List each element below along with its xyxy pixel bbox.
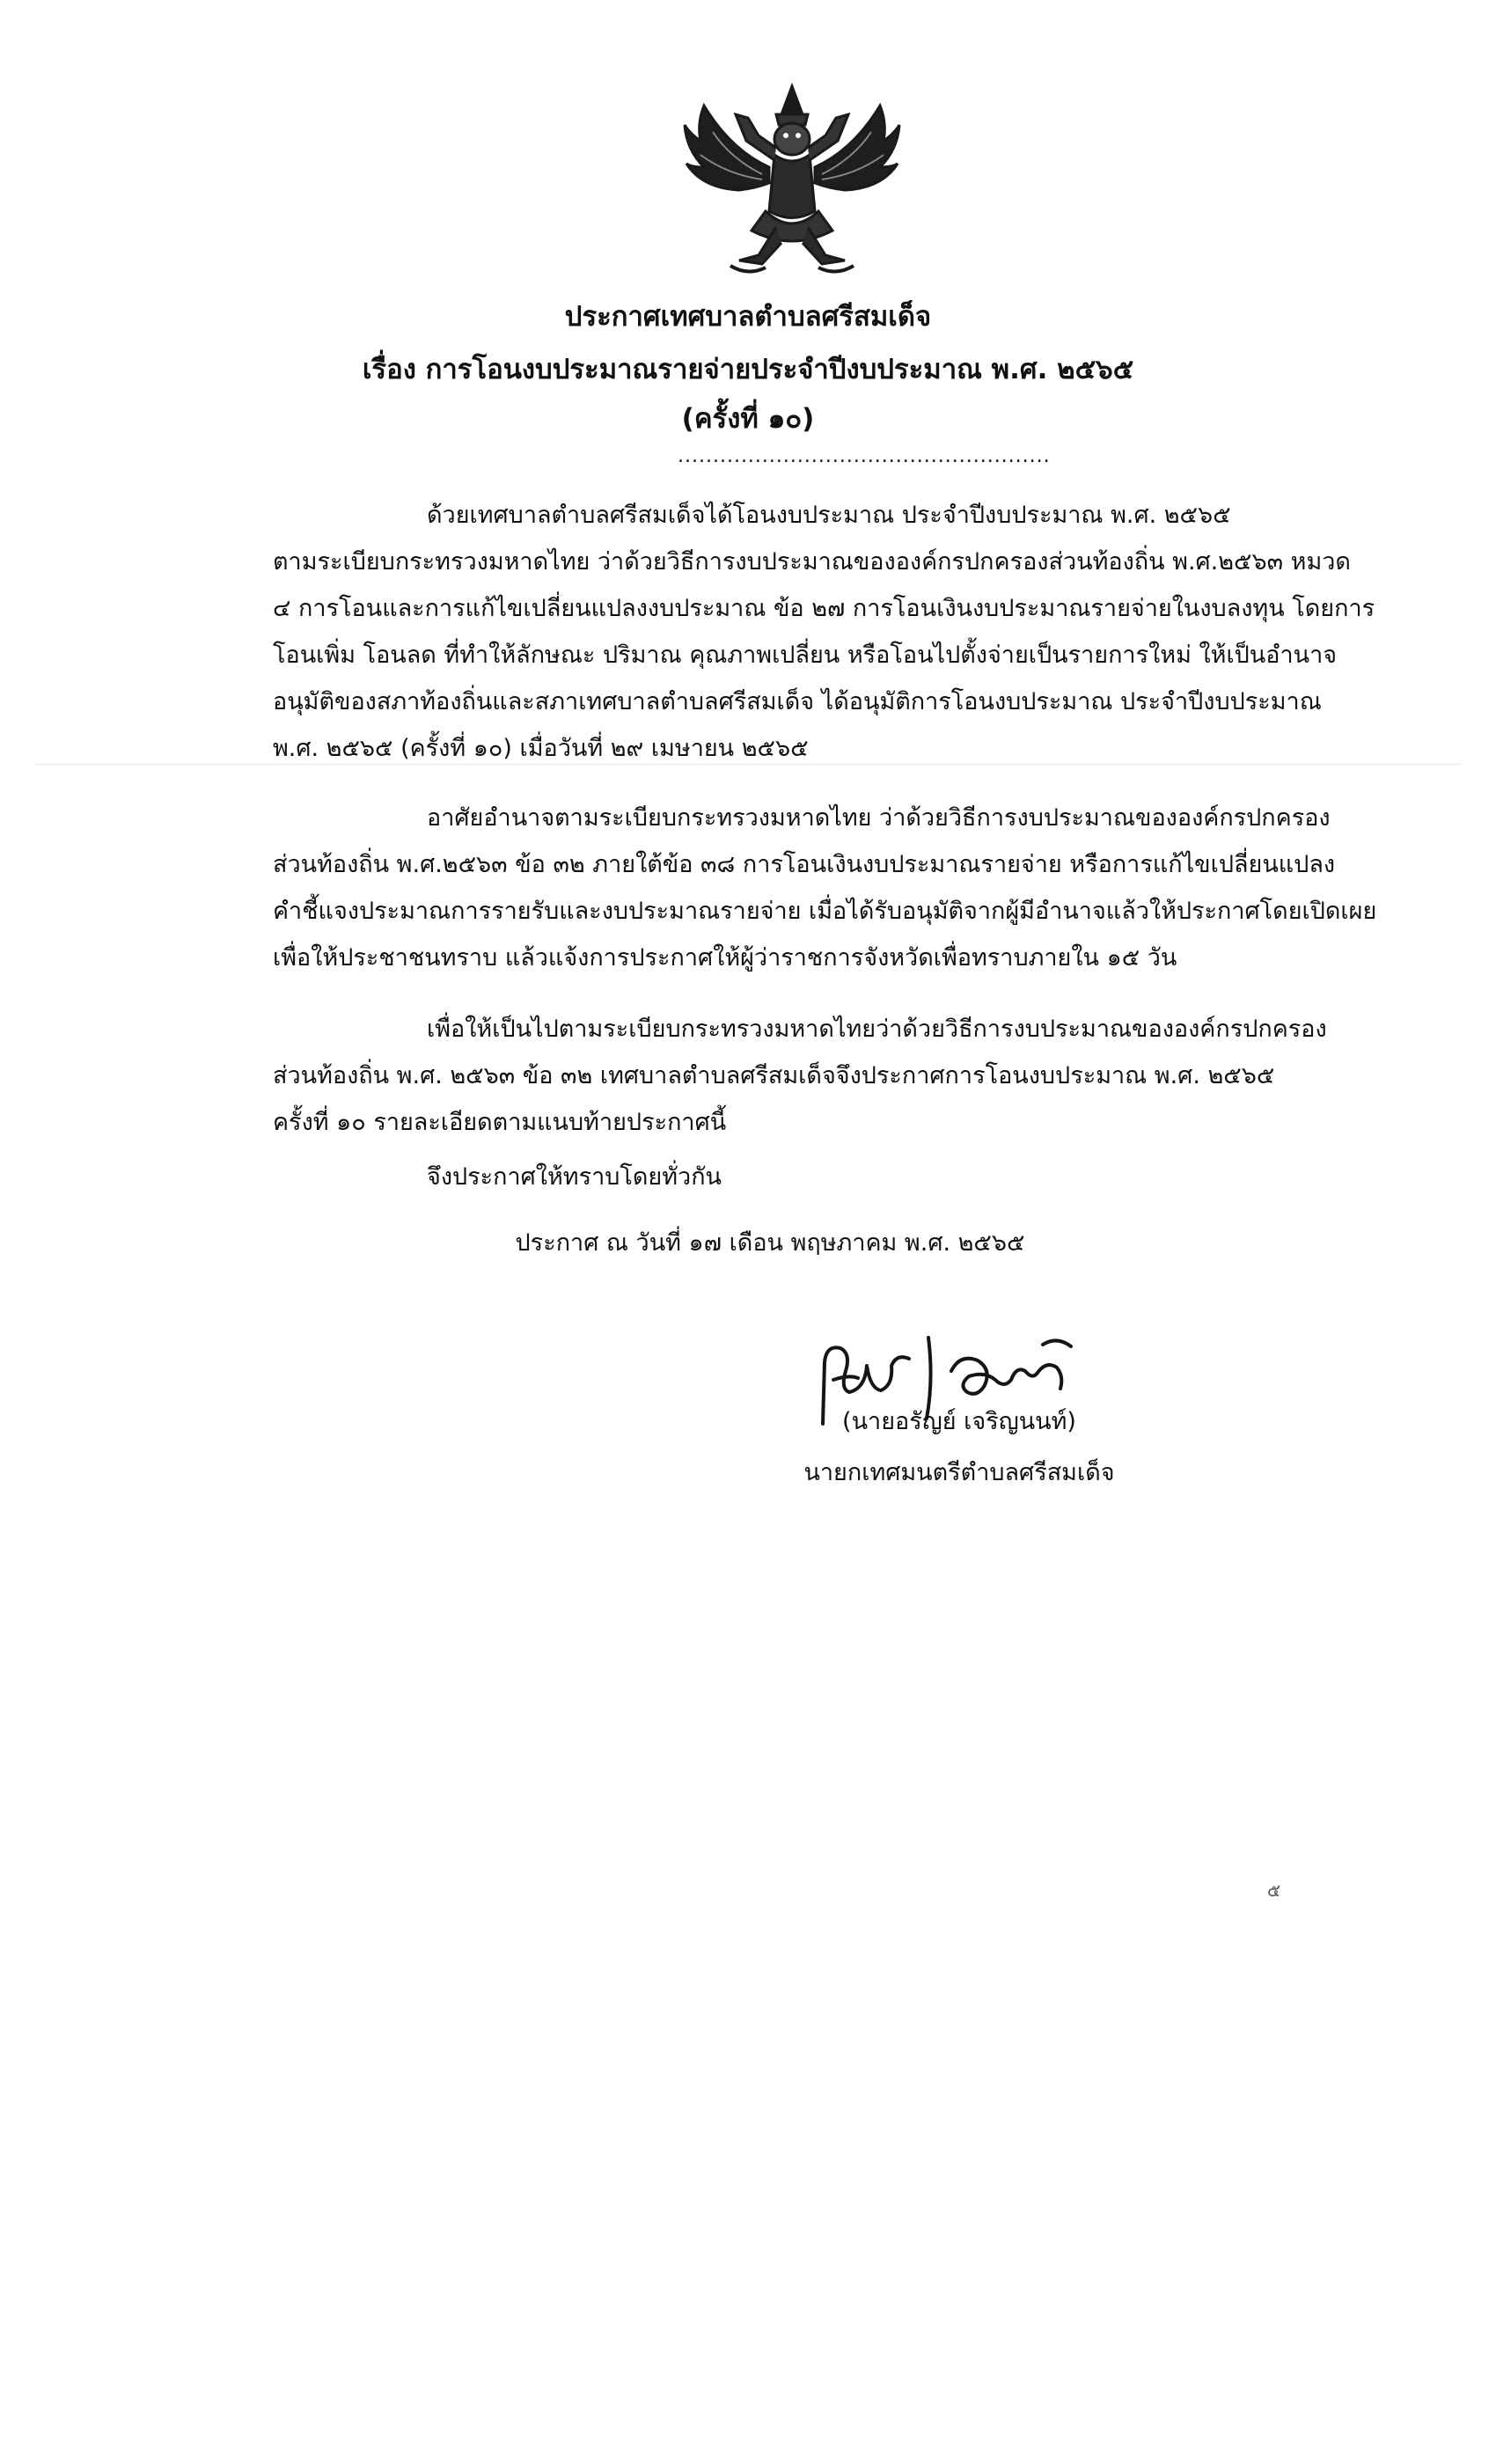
paragraph3-line: ส่วนท้องถิ่น พ.ศ. ๒๕๖๓ ข้อ ๓๒ เทศบาลตำบลศรีสมเด็จจึงประกาศการโอนงบประมาณ พ.ศ. ๒๕๖๕: [273, 1062, 1275, 1089]
paragraph2-line: คำชี้แจงประมาณการรายรับและงบประมาณรายจ่าย เมื่อได้รับอนุมัติจากผู้มีอำนาจแล้วให้ประกาศโดยเปิดเผย: [273, 898, 1377, 925]
paragraph1-line: พ.ศ. ๒๕๖๕ (ครั้งที่ ๑๐) เมื่อวันที่ ๒๙ เมษายน ๒๕๖๕: [273, 735, 809, 762]
announcement-round: (ครั้งที่ ๑๐): [681, 403, 815, 435]
garuda-emblem-icon: [678, 79, 906, 282]
closing-statement: จึงประกาศให้ทราบโดยทั่วกัน: [427, 1163, 722, 1191]
signatory-name: (นายอรัญย์ เจริญนนท์): [842, 1408, 1076, 1435]
announcement-date: ประกาศ ณ วันที่ ๑๗ เดือน พฤษภาคม พ.ศ. ๒๕๖๕: [515, 1229, 1025, 1257]
paragraph2-line: ส่วนท้องถิ่น พ.ศ.๒๕๖๓ ข้อ ๓๒ ภายใต้ข้อ ๓๘ การโอนเงินงบประมาณรายจ่าย หรือการแก้ไขเปลี่ยนแปลง: [273, 851, 1336, 878]
paragraph1-line: ตามระเบียบกระทรวงมหาดไทย ว่าด้วยวิธีการงบประมาณขององค์กรปกครองส่วนท้องถิ่น พ.ศ.๒๕๖๓ หมวด: [273, 548, 1351, 576]
paragraph1-line: ด้วยเทศบาลตำบลศรีสมเด็จได้โอนงบประมาณ ประจำปีงบประมาณ พ.ศ. ๒๕๖๕: [427, 502, 1231, 529]
paragraph3-line: ครั้งที่ ๑๐ รายละเอียดตามแนบท้ายประกาศนี้: [273, 1109, 727, 1136]
signatory-position: นายกเทศมนตรีตำบลศรีสมเด็จ: [803, 1459, 1115, 1486]
paragraph1-line: โอนเพิ่ม โอนลด ที่ทำให้ลักษณะ ปริมาณ คุณภาพเปลี่ยน หรือโอนไปตั้งจ่ายเป็นรายการใหม่ ให้เป็นอำนาจ: [273, 642, 1338, 669]
paragraph2-line: อาศัยอำนาจตามระเบียบกระทรวงมหาดไทย ว่าด้วยวิธีการงบประมาณขององค์กรปกครอง: [427, 804, 1331, 832]
paragraph2-line: เพื่อให้ประชาชนทราบ แล้วแจ้งการประกาศให้ผู้ว่าราชการจังหวัดเพื่อทราบภายใน ๑๕ วัน: [273, 944, 1177, 972]
paragraph1-line: ๔ การโอนและการแก้ไขเปลี่ยนแปลงงบประมาณ ข้อ ๒๗ การโอนเงินงบประมาณรายจ่ายในงบลงทุน โดยการ: [273, 595, 1375, 622]
announcement-title: ประกาศเทศบาลตำบลศรีสมเด็จ: [564, 301, 932, 333]
announcement-subject: เรื่อง การโอนงบประมาณรายจ่ายประจำปีงบประมาณ พ.ศ. ๒๕๖๕: [362, 354, 1134, 385]
paragraph1-line: อนุมัติของสภาท้องถิ่นและสภาเทศบาลตำบลศรีสมเด็จ ได้อนุมัติการโอนงบประมาณ ประจำปีงบประมาณ: [273, 688, 1322, 715]
header-separator: .....................................................: [678, 445, 1051, 467]
paragraph3-line: เพื่อให้เป็นไปตามระเบียบกระทรวงมหาดไทยว่าด้วยวิธีการงบประมาณขององค์กรปกครอง: [427, 1016, 1327, 1043]
margin-mark: ๕: [1267, 1880, 1281, 1901]
